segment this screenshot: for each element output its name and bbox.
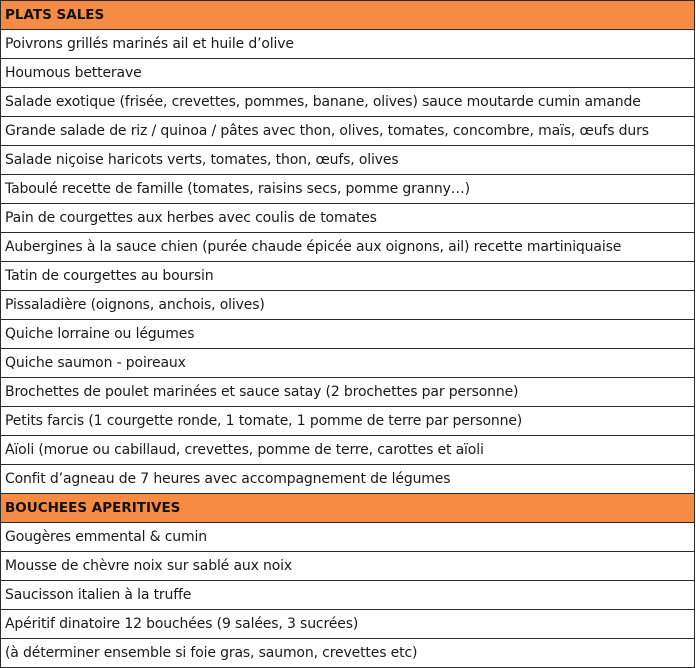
menu-item-text: Quiche lorraine ou légumes [1,320,695,349]
menu-item-row [1,88,695,117]
section-title: PLATS SALES [1,1,695,30]
menu-item-text: Grande salade de riz / quinoa / pâtes avec thon, olives, tomates, concombre, maïs, œufs durs [1,117,695,146]
menu-item-row [1,146,695,175]
menu-item-text: Salade niçoise haricots verts, tomates, thon, œufs, olives [1,146,695,175]
menu-item-row [1,262,695,291]
menu-item-row [1,523,695,552]
section-header-row [1,1,695,30]
menu-item-row [1,581,695,610]
menu-item-text: Mousse de chèvre noix sur sablé aux noix [1,552,695,581]
menu-item-row [1,407,695,436]
menu-item-text: Poivrons grillés marinés ail et huile d’olive [1,30,695,59]
menu-item-row [1,349,695,378]
menu-item-text: Confit d’agneau de 7 heures avec accompagnement de légumes [1,465,695,494]
menu-item-row [1,233,695,262]
menu-item-row [1,204,695,233]
menu-item-text: Apéritif dinatoire 12 bouchées (9 salées, 3 sucrées) [1,610,695,639]
menu-item-text: Aïoli (morue ou cabillaud, crevettes, pomme de terre, carottes et aïoli [1,436,695,465]
menu-item-text: Gougères emmental & cumin [1,523,695,552]
menu-item-row [1,291,695,320]
menu-item-text: Petits farcis (1 courgette ronde, 1 tomate, 1 pomme de terre par personne) [1,407,695,436]
menu-item-row [1,59,695,88]
menu-item-row [1,465,695,494]
menu-item-text: Pissaladière (oignons, anchois, olives) [1,291,695,320]
menu-item-text: Quiche saumon - poireaux [1,349,695,378]
menu-item-text: Houmous betterave [1,59,695,88]
menu-item-row [1,378,695,407]
section-title: BOUCHEES APERITIVES [1,494,695,523]
menu-item-row [1,320,695,349]
menu-item-text: Pain de courgettes aux herbes avec coulis de tomates [1,204,695,233]
menu-item-row [1,436,695,465]
menu-item-text: Brochettes de poulet marinées et sauce satay (2 brochettes par personne) [1,378,695,407]
menu-item-text: Tatin de courgettes au boursin [1,262,695,291]
section-header-row [1,494,695,523]
menu-item-row [1,175,695,204]
menu-table-body [1,1,695,668]
menu-item-text: Salade exotique (frisée, crevettes, pommes, banane, olives) sauce moutarde cumin amande [1,88,695,117]
menu-item-row [1,639,695,668]
menu-item-row [1,610,695,639]
menu-item-text: Taboulé recette de famille (tomates, raisins secs, pomme granny…) [1,175,695,204]
menu-item-row [1,552,695,581]
menu-item-text: Aubergines à la sauce chien (purée chaude épicée aux oignons, ail) recette martiniquaise [1,233,695,262]
menu-item-text: Saucisson italien à la truffe [1,581,695,610]
menu-item-row [1,117,695,146]
menu-item-row [1,30,695,59]
menu-item-text: (à déterminer ensemble si foie gras, saumon, crevettes etc) [1,639,695,668]
